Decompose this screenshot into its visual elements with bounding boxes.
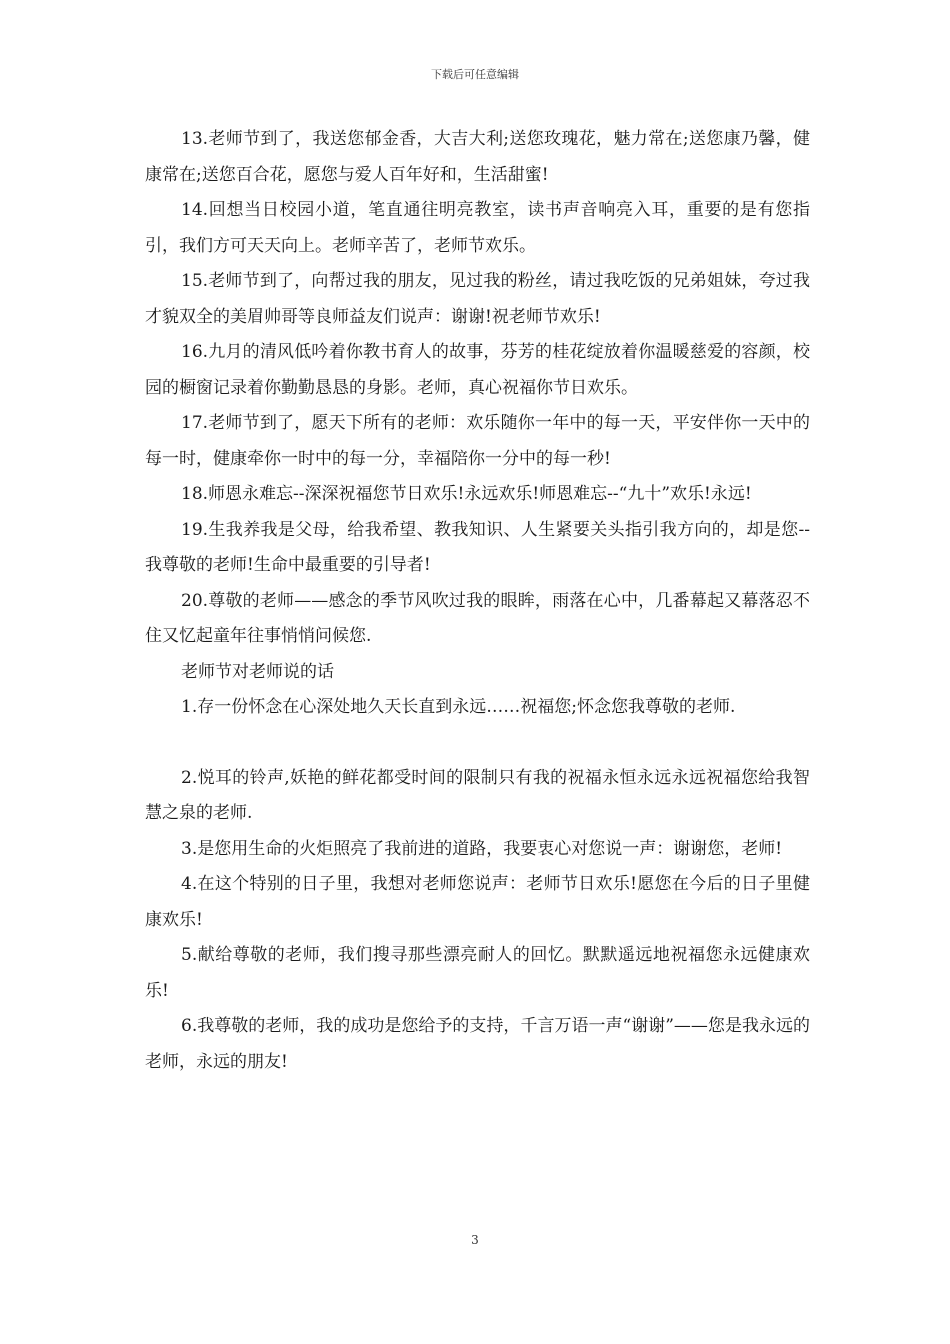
paragraph: 4.在这个特别的日子里，我想对老师您说声：老师节日欢乐!愿您在今后的日子里健康欢乐! <box>145 874 810 930</box>
paragraph: 19.生我养我是父母，给我希望、教我知识、人生紧要关头指引我方向的，却是您--我尊敬的老师!生命中最重要的引导者! <box>145 519 810 575</box>
section-heading: 老师节对老师说的话 <box>181 661 334 682</box>
paragraph: 20.尊敬的老师——感念的季节风吹过我的眼眸，雨落在心中，几番幕起又幕落忍不住又忆起童年往事悄悄问候您. <box>145 590 810 646</box>
paragraph: 5.献给尊敬的老师，我们搜寻那些漂亮耐人的回忆。默默遥远地祝福您永远健康欢乐! <box>145 945 810 1001</box>
document-body <box>145 122 810 1080</box>
blank-line <box>145 726 810 761</box>
paragraph: 6.我尊敬的老师，我的成功是您给予的支持，千言万语一声“谢谢”——您是我永远的老师，永远的朋友! <box>145 1016 810 1072</box>
paragraph: 13.老师节到了，我送您郁金香，大吉大利;送您玫瑰花，魅力常在;送您康乃馨，健康常在;送您百合花，愿您与爱人百年好和，生活甜蜜! <box>145 129 810 185</box>
paragraph: 16.九月的清风低吟着你教书育人的故事，芬芳的桂花绽放着你温暖慈爱的容颜，校园的橱窗记录着你勤勤恳恳的身影。老师，真心祝福你节日欢乐。 <box>145 342 810 398</box>
paragraph: 17.老师节到了，愿天下所有的老师：欢乐随你一年中的每一天，平安伴你一天中的每一时，健康牵你一时中的每一分，幸福陪你一分中的每一秒! <box>145 413 810 469</box>
page-number: 3 <box>471 1233 479 1247</box>
paragraph: 3.是您用生命的火炬照亮了我前进的道路，我要衷心对您说一声：谢谢您，老师! <box>181 838 783 859</box>
paragraph: 15.老师节到了，向帮过我的朋友，见过我的粉丝，请过我吃饭的兄弟姐妹，夸过我才貌双全的美眉帅哥等良师益友们说声：谢谢!祝老师节欢乐! <box>145 271 810 327</box>
paragraph: 2.悦耳的铃声,妖艳的鲜花都受时间的限制只有我的祝福永恒永远永远祝福您给我智慧之泉的老师. <box>145 767 810 823</box>
page-header: 下载后可任意编辑 <box>431 68 519 81</box>
paragraph: 14.回想当日校园小道，笔直通往明亮教室，读书声音响亮入耳，重要的是有您指引，我们方可天天向上。老师辛苦了，老师节欢乐。 <box>145 200 810 256</box>
paragraph: 18.师恩永难忘--深深祝福您节日欢乐!永远欢乐!师恩难忘--“九十”欢乐!永远! <box>181 484 752 504</box>
paragraph: 1.存一份怀念在心深处地久天长直到永远……祝福您;怀念您我尊敬的老师. <box>181 697 736 717</box>
